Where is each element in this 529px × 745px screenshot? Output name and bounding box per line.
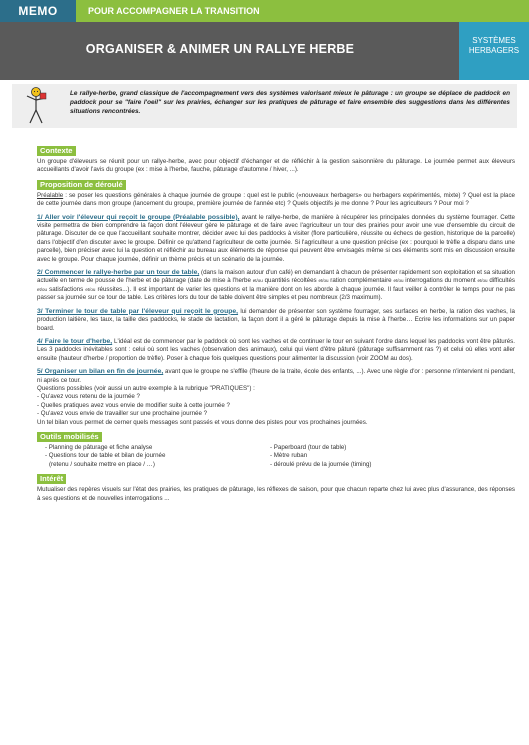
step-2: 2/ Commencer le rallye-herbe par un tour de table, (dans la maison autour d'un café) en demandant à chacun de présenter rapidement son exploitation et sa situation actuelle en terme de pousse de l'herbe et de pâturage (date de mise à l'herbe et/ou quantités récoltées et/ou ration complémentaire et/ou interrogations du moment et/ou difficultés et/ou satisfactions et/ou réussites...). Il est important de varier les questions et la manière dont on les aborde à chaque journée. Il faut veiller à contrôler le temps pour ne pas passer sa journée sur ce tour de table. Les critères lors du tour de table doivent être simples et peu nombreux (2/3 maximum). <box>37 269 515 302</box>
step-1-title: 1/ Aller voir l'éleveur qui reçoit le groupe (Préalable possible), <box>37 213 240 221</box>
list-item: - Qu'avez vous envie de travailler sur une prochaine journée ? <box>37 410 208 418</box>
tools-column-right <box>270 444 495 469</box>
intro-box <box>12 84 517 128</box>
section-heading-interet: Intérêt <box>37 474 66 484</box>
step-2-title: 2/ Commencer le rallye-herbe par un tour de table, <box>37 269 200 277</box>
interet-text: Mutualiser des repères visuels sur l'état des prairies, les pratiques de pâturage, les réflexes de saison, pour que chacun reparte chez lui avec plus d'assurance, des réponses à ses questions et de nouvelles interrogations ... <box>37 486 515 502</box>
list-item: - déroulé prévu de la journée (timing) <box>270 460 372 468</box>
list-item: - Mètre ruban <box>270 452 308 460</box>
list-item: (retenu / souhaite mettre en place / …) <box>49 460 155 468</box>
prealable-word: Préalable <box>37 191 64 199</box>
step-5-questions-intro: Questions possibles (voir aussi un autre exemple à la rubrique "PRATIQUES") : <box>37 384 255 392</box>
step-1 <box>37 214 515 264</box>
step-3-title: 3/ Terminer le tour de table par l'éleveur qui reçoit le groupe, <box>37 307 239 315</box>
list-item: - Questions tour de table et bilan de journée <box>45 452 166 460</box>
list-item: - Qu'avez vous retenu de la journée ? <box>37 393 140 401</box>
step-3-text: lui demander de présenter son système fourrager, ses surfaces en herbe, la ration des vaches, la production laitière, les taux, la taille des paddocks, le stade de lactation, la façon dont il a géré le pâturage depuis la mise à l'herbe… Ecrire les informations sur un paper board. <box>37 307 515 332</box>
intro-text: Le rallye-herbe, grand classique de l'accompagnement vers des systèmes valorisant mieux le pâturage : un groupe se déplace de paddock en paddock pour se "faire l'oeil" sur les prairies, échanger sur les pratiques de pâturage et faire ensemble des suggestions dans les différentes situations rencontrées. <box>70 90 510 115</box>
section-heading-contexte: Contexte <box>37 146 76 156</box>
prealable-paragraph <box>37 192 515 209</box>
list-item: - Paperboard (tour de table) <box>270 443 347 451</box>
badge-line-1: SYSTÈMES <box>472 36 516 45</box>
category-badge <box>459 22 529 80</box>
step-4-text: L'idéal est de commencer par le paddock où sont les vaches et de continuer le tour en suivant l'ordre dans lequel les paddocks vont être pâturés. Les 3 paddocks inévitables sont : celui où sont les vaches (observation des animaux), celui qui vient d'être pâturé (pâturage suffisamment ras ?) et celui où elles vont aller ensuite (hauteur d'herbe / proportion de trèfle). Poser à chaque fois quelques questions pour alimenter la discussion (voir ZOOM au dos). <box>37 337 515 362</box>
step-4-title: 4/ Faire le tour d'herbe, <box>37 337 113 345</box>
step-5-outro: Un tel bilan vous permet de cerner quels messages sont passés et vous donne des pistes pour vos prochaines journées. <box>37 418 368 426</box>
badge-line-2: HERBAGERS <box>468 46 520 55</box>
header-subtitle: POUR ACCOMPAGNER LA TRANSITION <box>76 0 529 22</box>
main-content <box>37 146 515 503</box>
step-1-text: avant le rallye-herbe, de manière à récupérer les principales données du système fourrager. Cette visite permettra de bien comprendre la façon dont l'éleveur gère le pâturage et de faire avec l'agriculteur un tour des prairies pour avoir une vue d'ensemble du circuit de pâturage. Discuter de ce que l'accueillant souhaite montrer, décider avec lui des paddocks à visiter (flore particulière, réussite ou échecs de gestion, historique de la parcelle) dans l'objectif d'en discuter avec le groupe. Définir ce qu'attend l'agriculteur de cette journée. Si l'agriculteur a une question précise (ex : pourquoi le trèfle a disparu dans une parcelle), bien préciser avec lui la question et réfléchir au bureau aux éléments de réponse qui peuvent être envisagés même si ces éléments sont mis en discussion ensuite avec le groupe. Pour chaque journée, définir un thème précis et un scénario de la journée. <box>37 213 515 263</box>
prealable-text: : se poser les questions générales à chaque journée de groupe : quel est le public («nouveaux herbagers» ou herbagers expérimentés, mixte) ? Quel est la place de cette journée dans mon groupe (lancement du groupe, première journée de l'année etc) ? Quels objectifs je me donne ? Pour les agriculteurs ? Pour moi ? <box>37 191 515 208</box>
step-5-text: avant que le groupe ne s'effile (l'heure de la traite, école des enfants, ...). Avec une règle d'or : personne n'intervient ni pendant, ni après ce tour. <box>37 368 515 384</box>
list-item: - Planning de pâturage et fiche analyse <box>45 443 153 451</box>
title-banner <box>0 22 529 80</box>
page-title: ORGANISER & ANIMER UN RALLYE HERBE <box>85 42 355 56</box>
contexte-text: Un groupe d'éleveurs se réunit pour un rallye-herbe, avec pour objectif d'échanger et de réfléchir à la gestion saisonnière du pâturage. Le journée permet aux éleveurs accueillants d'avoir l'avis du groupe (ex : mise à l'herbe, fauche, pâturage d'automne / hiver, ...). <box>37 158 515 174</box>
list-item: - Quelles pratiques avez vous envie de modifier suite à cette journée ? <box>37 401 230 409</box>
step-4 <box>37 338 515 363</box>
tools-list <box>37 444 515 469</box>
step-5 <box>37 368 515 385</box>
top-bar <box>0 0 529 22</box>
section-heading-outils: Outils mobilisés <box>37 432 102 442</box>
memo-label: MEMO <box>0 0 76 22</box>
stick-figure-icon <box>22 86 50 126</box>
tools-column-left <box>45 444 270 469</box>
step-5-title: 5/ Organiser un bilan en fin de journée, <box>37 368 164 376</box>
section-heading-proposition: Proposition de déroulé <box>37 180 126 190</box>
step-3 <box>37 308 515 333</box>
